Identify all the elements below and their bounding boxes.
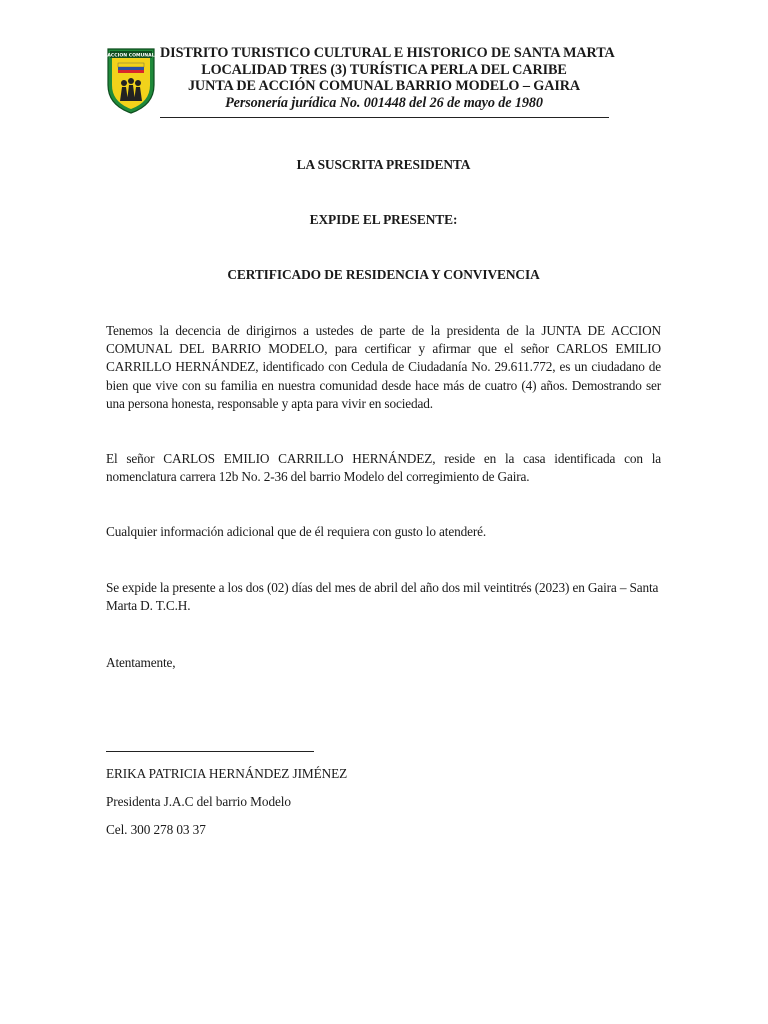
paragraph-certification: Tenemos la decencia de dirigirnos a ustedes de parte de la presidenta de la JUNTA DE ACCION COMUNAL DEL BARRIO MODELO, para certificar y afirmar que el señor CARLOS EMILIO CARRILLO HERNÁNDEZ, identificado con Cedula de Ciudadanía No. 29.611.772, es un ciudadano de bien que vive con su familia en nuestra comunidad desde hace más de cuatro (4) años. Demostrando ser una persona honesta, responsable y apta para vivir en sociedad. (106, 323, 661, 411)
signatory-name: ERIKA PATRICIA HERNÁNDEZ JIMÉNEZ (106, 766, 348, 781)
logo-text: ACCION COMUNAL (107, 53, 155, 59)
shield-emblem-icon (106, 47, 156, 115)
letterhead-legal-status: Personería jurídica No. 001448 del 26 de mayo de 1980 (225, 94, 543, 111)
certificate-title: CERTIFICADO DE RESIDENCIA Y CONVIVENCIA (227, 267, 540, 282)
closing-salutation: Atentamente, (106, 655, 176, 670)
letterhead (160, 45, 615, 111)
signature-line (106, 751, 314, 752)
signatory-phone: Cel. 300 278 03 37 (106, 822, 206, 837)
paragraph-issue-date: Se expide la presente a los dos (02) días del mes de abril del año dos mil veintitrés (2023) en Gaira – Santa Marta D. T.C.H. (106, 580, 659, 614)
letterhead-organization: JUNTA DE ACCIÓN COMUNAL BARRIO MODELO – GAIRA (187, 78, 581, 94)
letterhead-locality: LOCALIDAD TRES (3) TURÍSTICA PERLA DEL CARIBE (201, 61, 567, 78)
header-divider (160, 117, 609, 118)
letterhead-district: DISTRITO TURISTICO CULTURAL E HISTORICO DE SANTA MARTA (160, 45, 615, 61)
paragraph-residence: El señor CARLOS EMILIO CARRILLO HERNÁNDEZ, reside en la casa identificada con la nomenclatura carrera 12b No. 2-36 del barrio Modelo del corregimiento de Gaira. (106, 451, 661, 485)
paragraph-additional-info: Cualquier información adicional que de él requiera con gusto lo atenderé. (106, 524, 487, 539)
heading-signatory: LA SUSCRITA PRESIDENTA (296, 157, 471, 172)
signatory-role: Presidenta J.A.C del barrio Modelo (106, 794, 291, 809)
heading-issues: EXPIDE EL PRESENTE: (309, 212, 458, 227)
